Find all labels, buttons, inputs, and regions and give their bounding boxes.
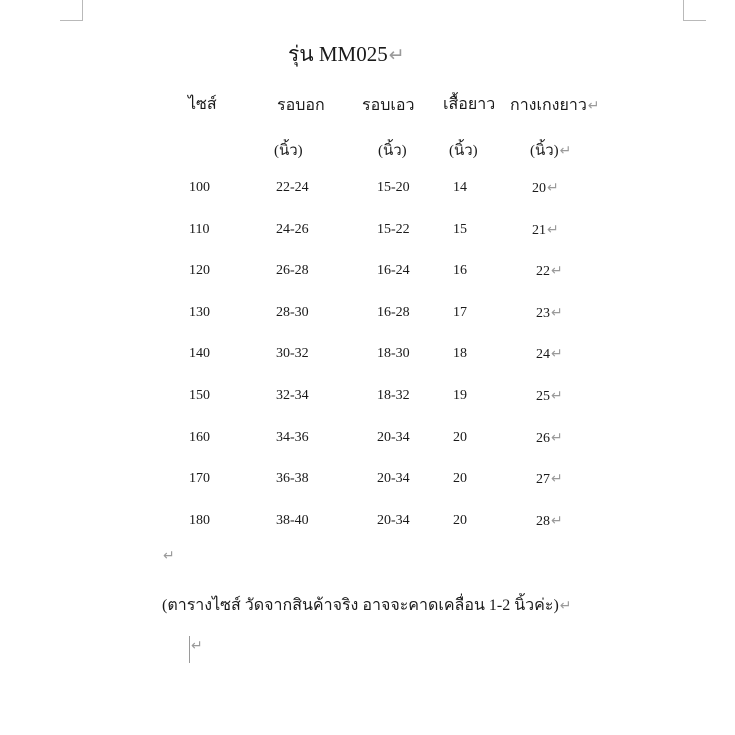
cell-value: 20 [453,513,467,528]
table-cell-size [189,305,210,321]
cell-value: 22 [536,264,550,279]
cell-value: 18-30 [377,346,410,361]
cell-value: 25 [536,389,550,404]
table-cell-chest [276,513,309,529]
cell-value: 20-34 [377,471,410,486]
unit-shirt-length: (นิ้ว) [449,143,478,159]
paragraph-mark-icon: ↵ [551,346,563,362]
cell-value: 15 [453,222,467,237]
paragraph-mark-icon: ↵ [551,513,563,529]
header-size: ไซส์ [188,96,217,113]
table-cell-shirt-length [453,430,467,446]
paragraph-mark-icon: ↵ [547,180,559,196]
table-cell-shirt-length [453,388,467,404]
cell-value: 22-24 [276,180,309,195]
table-cell-chest [276,430,309,446]
paragraph-mark-icon: ↵ [551,471,563,487]
unit-chest: (นิ้ว) [274,143,303,159]
unit-pants-length[interactable] [530,138,571,162]
cell-value: 100 [189,180,210,195]
cell-value: 16-28 [377,305,410,320]
cell-value: 23 [536,306,550,321]
cell-value: 19 [453,388,467,403]
paragraph-mark-icon: ↵ [559,598,572,614]
header-pants-length-text: กางเกงยาว [510,97,587,114]
table-cell-chest [276,305,309,321]
cell-value: 16-24 [377,263,410,278]
paragraph-mark-icon: ↵ [163,548,175,564]
header-shirt-length: เสื้อยาว [443,96,496,113]
table-cell-size [189,471,210,487]
unit-pants-length-text: (นิ้ว) [530,143,559,159]
header-waist: รอบเอว [362,97,415,114]
table-cell-waist [377,222,410,238]
header-chest: รอบอก [277,97,325,114]
cell-value: 15-20 [377,180,410,195]
table-cell-shirt-length [453,346,467,362]
paragraph-mark-icon: ↵ [547,222,559,238]
table-cell-waist [377,263,410,279]
cell-value: 18-32 [377,388,410,403]
cell-value: 140 [189,346,210,361]
table-cell-pants-length[interactable] [536,513,563,530]
table-cell-chest [276,346,309,362]
margin-corner-top-left [60,0,83,21]
table-cell-pants-length[interactable] [536,305,563,322]
table-cell-waist [377,346,410,362]
table-cell-shirt-length [453,305,467,321]
unit-waist: (นิ้ว) [378,143,407,159]
table-cell-size [189,263,210,279]
paragraph-mark-icon: ↵ [191,638,203,654]
table-cell-chest [276,471,309,487]
table-cell-pants-length[interactable] [532,222,559,239]
cell-value: 36-38 [276,471,309,486]
cell-value: 15-22 [377,222,410,237]
cell-value: 28-30 [276,305,309,320]
table-cell-pants-length[interactable] [536,471,563,488]
title-text: รุ่น MM025 [288,42,388,66]
paragraph-mark-icon: ↵ [587,98,600,114]
table-cell-shirt-length [453,180,467,196]
size-note[interactable] [162,593,572,618]
table-cell-size [189,513,210,529]
cell-value: 16 [453,263,467,278]
table-cell-size [189,430,210,446]
cell-value: 24-26 [276,222,309,237]
cell-value: 34-36 [276,430,309,445]
table-cell-chest [276,180,309,196]
cell-value: 130 [189,305,210,320]
cell-value: 18 [453,346,467,361]
cell-value: 20-34 [377,513,410,528]
table-cell-pants-length[interactable] [536,388,563,405]
table-cell-waist [377,430,410,446]
table-cell-size [189,346,210,362]
cell-value: 120 [189,263,210,278]
cell-value: 32-34 [276,388,309,403]
table-cell-pants-length[interactable] [536,263,563,280]
cell-value: 30-32 [276,346,309,361]
cell-value: 24 [536,347,550,362]
table-cell-shirt-length [453,222,467,238]
cell-value: 150 [189,388,210,403]
cell-value: 28 [536,514,550,529]
table-cell-shirt-length [453,263,467,279]
table-cell-shirt-length [453,471,467,487]
cursor-paragraph[interactable] [190,637,203,655]
table-cell-waist [377,180,410,196]
table-cell-chest [276,222,309,238]
paragraph-mark-icon: ↵ [551,388,563,404]
paragraph-mark-icon: ↵ [388,44,405,66]
cell-value: 160 [189,430,210,445]
table-cell-waist [377,388,410,404]
cell-value: 20 [532,181,546,196]
cell-value: 20-34 [377,430,410,445]
empty-paragraph[interactable] [162,547,175,565]
table-cell-size [189,388,210,404]
cell-value: 180 [189,513,210,528]
cell-value: 26-28 [276,263,309,278]
table-cell-chest [276,388,309,404]
cell-value: 27 [536,472,550,487]
paragraph-mark-icon: ↵ [559,143,572,159]
paragraph-mark-icon: ↵ [551,263,563,279]
cell-value: 14 [453,180,467,195]
cell-value: 26 [536,431,550,446]
cell-value: 170 [189,471,210,486]
table-cell-chest [276,263,309,279]
size-note-text: (ตารางไซส์ วัดจากสินค้าจริง อาจจะคาดเคลื่อน 1-2 นิ้วค่ะ) [162,597,559,614]
table-cell-waist [377,513,410,529]
table-cell-pants-length[interactable] [532,180,559,197]
table-cell-size [189,180,210,196]
table-cell-size [189,222,209,238]
paragraph-mark-icon: ↵ [551,430,563,446]
cell-value: 110 [189,222,210,237]
margin-corner-top-right [683,0,706,21]
cell-value: 21 [532,223,546,238]
table-cell-shirt-length [453,513,467,529]
table-cell-waist [377,305,410,321]
page-title[interactable] [288,38,405,71]
table-cell-pants-length[interactable] [536,430,563,447]
table-cell-waist [377,471,410,487]
cell-value: 20 [453,430,467,445]
cell-value: 20 [453,471,467,486]
cell-value: 17 [453,305,467,320]
paragraph-mark-icon: ↵ [551,305,563,321]
cell-value: 38-40 [276,513,309,528]
header-pants-length[interactable] [510,93,600,118]
table-cell-pants-length[interactable] [536,346,563,363]
